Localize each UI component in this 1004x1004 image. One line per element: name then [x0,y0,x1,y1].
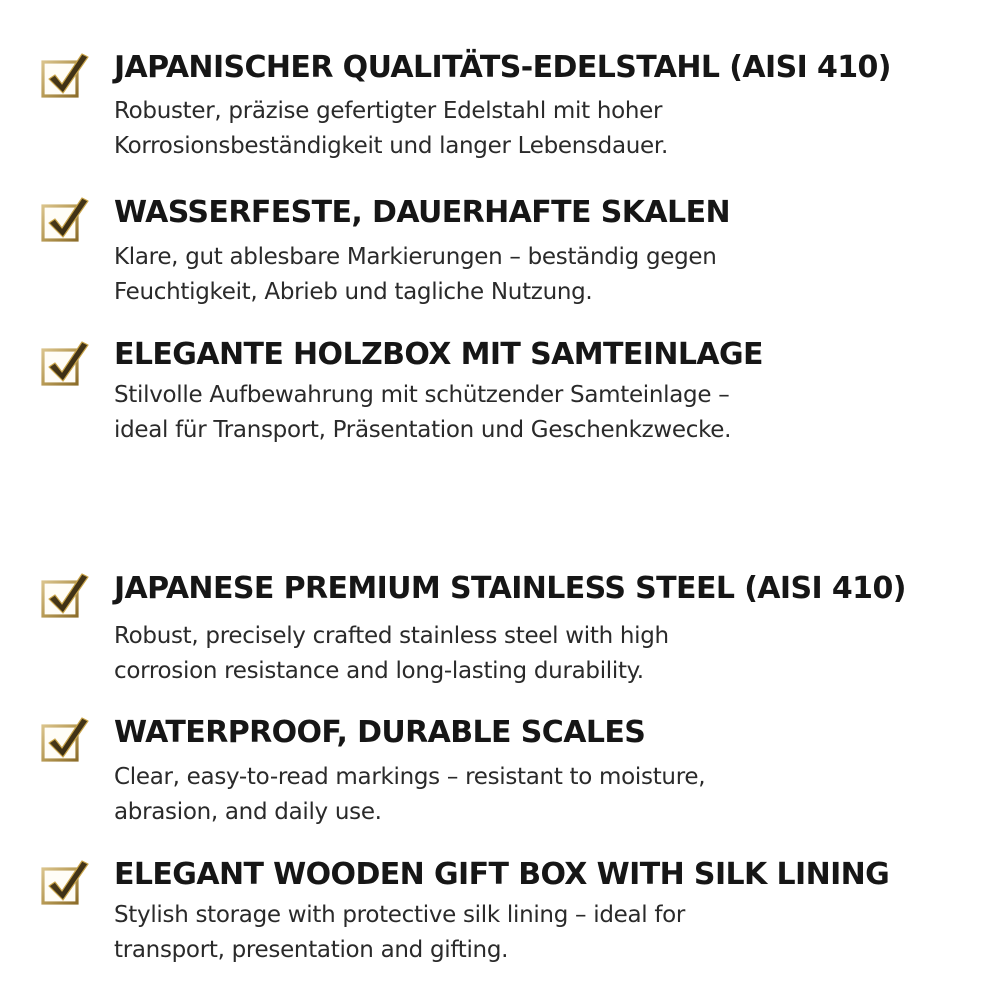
feature-title: WASSERFESTE, DAUERHAFTE SKALEN [114,195,730,230]
feature-description-line: Korrosionsbeständigkeit und langer Lebensdauer. [114,133,668,159]
feature-description [114,898,685,968]
checkbox-checked-icon [38,46,94,102]
feature-description [114,94,668,164]
checkbox-checked-icon [38,566,94,622]
feature-description-line: ideal für Transport, Präsentation und Geschenkzwecke. [114,417,732,443]
feature-description [114,619,669,689]
feature-description-line: transport, presentation and gifting. [114,937,509,963]
checkbox-checked-icon [38,334,94,390]
feature-description-line: Robust, precisely crafted stainless steel with high [114,623,669,649]
feature-description [114,378,731,448]
checkbox-checked-icon [38,190,94,246]
feature-description-line: Clear, easy-to-read markings – resistant to moisture, [114,764,706,790]
feature-description-line: Feuchtigkeit, Abrieb und tagliche Nutzung. [114,279,593,305]
feature-description-line: corrosion resistance and long-lasting durability. [114,658,644,684]
feature-title: WATERPROOF, DURABLE SCALES [114,715,646,750]
feature-title: ELEGANT WOODEN GIFT BOX WITH SILK LINING [114,857,890,892]
feature-description-line: Stilvolle Aufbewahrung mit schützender Samteinlage – [114,382,730,408]
feature-description [114,240,717,310]
feature-title: JAPANISCHER QUALITÄTS-EDELSTAHL (AISI 410) [114,50,891,85]
checkbox-checked-icon [38,710,94,766]
feature-title: ELEGANTE HOLZBOX MIT SAMTEINLAGE [114,337,763,372]
feature-title: JAPANESE PREMIUM STAINLESS STEEL (AISI 410) [114,571,906,606]
feature-description-line: Stylish storage with protective silk lining – ideal for [114,902,686,928]
feature-description-line: abrasion, and daily use. [114,799,382,825]
feature-description-line: Klare, gut ablesbare Markierungen – beständig gegen [114,244,717,270]
feature-description [114,760,705,830]
checkbox-checked-icon [38,853,94,909]
feature-description-line: Robuster, präzise gefertigter Edelstahl mit hoher [114,98,663,124]
